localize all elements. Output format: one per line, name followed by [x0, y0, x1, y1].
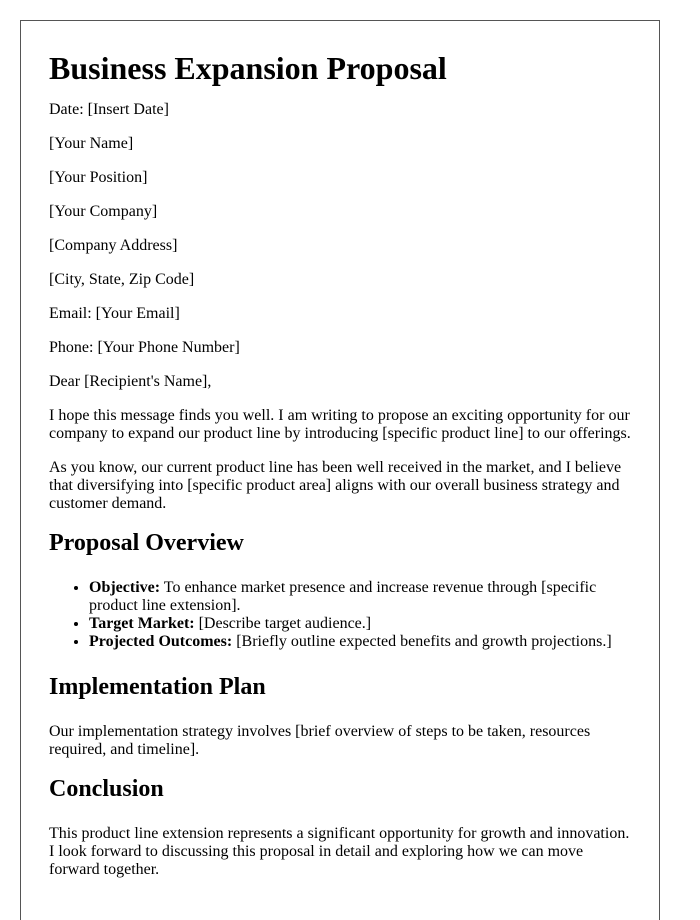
sender-company: [Your Company] — [49, 203, 158, 220]
intro-paragraph: I hope this message finds you well. I am writing to propose an exciting opportunity for our company to expand our product line by introducing [specific product line] to our offerings. — [49, 407, 631, 442]
objective-label: Objective: — [89, 579, 161, 596]
conclusion-heading: Conclusion — [49, 776, 164, 802]
projected-outcomes-label: Projected Outcomes: — [89, 633, 233, 650]
conclusion-body: This product line extension represents a significant opportunity for growth and innovation. I look forward to discussing this proposal in detail and exploring how we can move forward together. — [49, 825, 630, 878]
list-item — [89, 579, 631, 615]
implementation-heading: Implementation Plan — [49, 674, 266, 700]
list-item — [89, 633, 631, 651]
implementation-body: Our implementation strategy involves [brief overview of steps to be taken, resources required, and timeline]. — [49, 723, 591, 758]
objective-text: To enhance market presence and increase revenue through [specific product line extension]. — [89, 579, 597, 614]
salutation: Dear [Recipient's Name], — [49, 373, 212, 390]
email-line: Email: [Your Email] — [49, 305, 180, 322]
overview-list — [49, 579, 631, 651]
sender-name: [Your Name] — [49, 135, 134, 152]
overview-heading: Proposal Overview — [49, 530, 244, 556]
target-market-text: [Describe target audience.] — [194, 615, 372, 632]
date-line: Date: [Insert Date] — [49, 101, 169, 118]
phone-line: Phone: [Your Phone Number] — [49, 339, 240, 356]
context-paragraph: As you know, our current product line has been well received in the market, and I believe that diversifying into [specific product area] aligns with our overall business strategy and customer demand. — [49, 459, 622, 512]
target-market-label: Target Market: — [89, 615, 195, 632]
company-address: [Company Address] — [49, 237, 178, 254]
document-title: Business Expansion Proposal — [49, 50, 447, 86]
city-state-zip: [City, State, Zip Code] — [49, 271, 195, 288]
projected-outcomes-text: [Briefly outline expected benefits and growth projections.] — [232, 633, 612, 650]
sender-position: [Your Position] — [49, 169, 148, 186]
list-item — [89, 615, 631, 633]
letter-page — [20, 20, 660, 920]
